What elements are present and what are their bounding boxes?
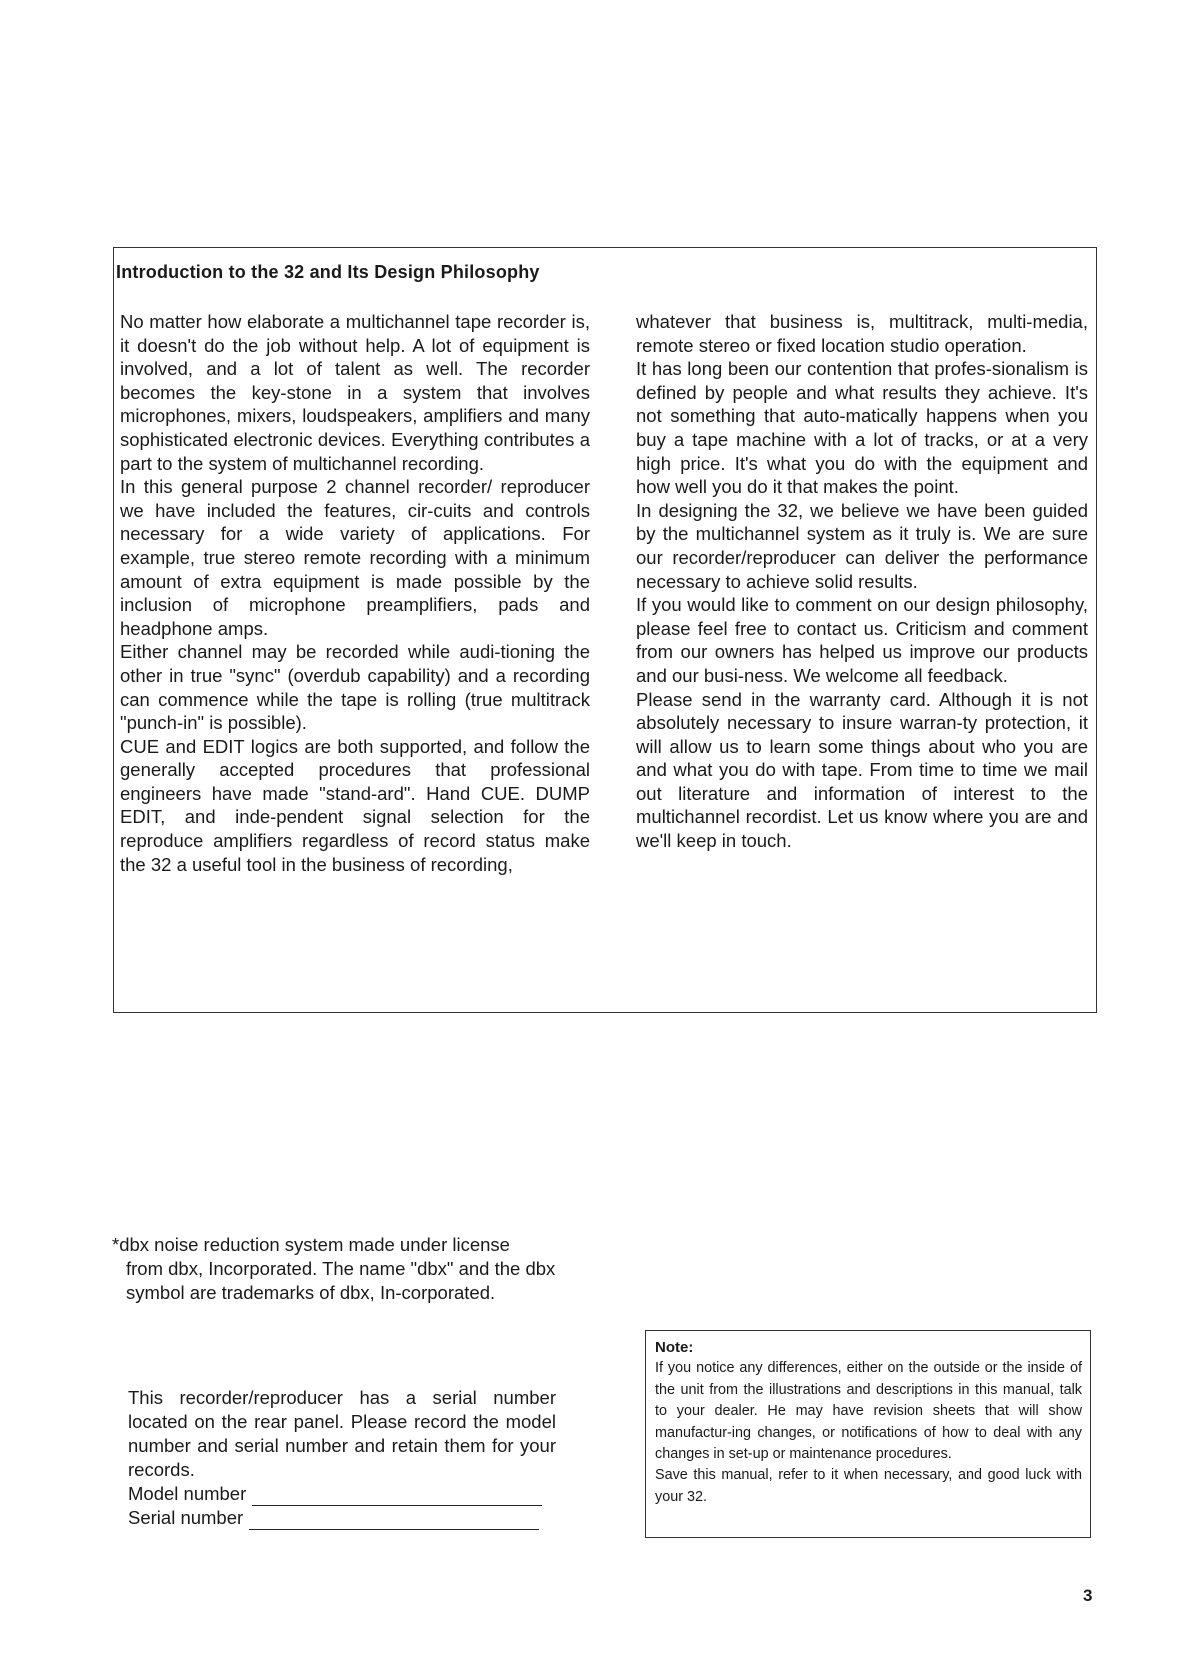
note-title: Note: xyxy=(655,1339,694,1356)
model-number-field[interactable] xyxy=(252,1487,542,1506)
paragraph: In designing the 32, we believe we have been guided by the multichannel system as it truly is. We are sure our recorder/reproducer can deliver the performance necessary to achieve solid results. xyxy=(636,499,1088,592)
footnote-text: from dbx, Incorporated. The name "dbx" and the dbx symbol are trademarks of dbx, In-corporated. xyxy=(126,1258,556,1303)
page-number: 3 xyxy=(1083,1586,1093,1605)
paragraph: It has long been our contention that profes-sionalism is defined by people and what results they achieve. It's not something that auto-matically happens when you buy a tape machine with a lot of tracks, or at a very high price. It's what you do with the equipment and how well you do it that makes the point. xyxy=(636,358,1088,498)
note-box xyxy=(645,1330,1091,1538)
paragraph: Either channel may be recorded while audi-tioning the other in true "sync" (overdub capability) and a recording can commence while the tape is rolling (true multitrack "punch-in" is possible). xyxy=(120,641,590,734)
paragraph: CUE and EDIT logics are both supported, and follow the generally accepted procedures that professional engineers have made "stand-ard". Hand CUE. DUMP EDIT, and inde-pendent signal selection for the reproduce amplifiers regardless of record status make the 32 a useful tool in the business of recording, xyxy=(120,735,590,875)
paragraph: If you would like to comment on our design philosophy, please feel free to contact us. Criticism and comment from our owners has helped us improve our products and our busi-ness. We welcome all feedback. xyxy=(636,594,1088,686)
serial-number-field[interactable] xyxy=(249,1511,539,1530)
paragraph: No matter how elaborate a multichannel tape recorder is, it doesn't do the job without help. A lot of equipment is involved, and a lot of talent as well. The recorder becomes the key-stone in a system that involves microphones, mixers, loudspeakers, amplifiers and many sophisticated electronic devices. Everything contributes a part to the system of multichannel recording. xyxy=(120,311,590,474)
intro-left-column xyxy=(120,310,590,876)
model-number-row xyxy=(128,1482,556,1506)
dbx-footnote xyxy=(112,1233,567,1305)
serial-number-row xyxy=(128,1506,556,1530)
footnote-first-line: dbx noise reduction system made under license xyxy=(119,1234,510,1255)
paragraph: In this general purpose 2 channel recorder/ reproducer we have included the features, cir-cuits and controls necessary for a wide variety of applications. For example, true stereo remote recording with a minimum amount of extra equipment is made possible by the inclusion of microphone preamplifiers, pads and headphone amps. xyxy=(120,476,590,639)
serial-number-label: Serial number xyxy=(128,1507,244,1528)
serial-number-block xyxy=(128,1386,556,1530)
serial-instructions: This recorder/reproducer has a serial number located on the rear panel. Please record the model number and serial number and retain them for your records. xyxy=(128,1387,556,1480)
intro-right-column xyxy=(636,310,1088,853)
model-number-label: Model number xyxy=(128,1483,247,1504)
note-paragraph: Save this manual, refer to it when necessary, and good luck with your 32. xyxy=(655,1467,1082,1505)
paragraph: Please send in the warranty card. Although it is not absolutely necessary to insure warran-ty protection, it will allow us to learn some things about who you are and what you do with tape. From time to time we mail out literature and information of interest to the multichannel recordist. Let us know where you are and we'll keep in touch. xyxy=(636,688,1088,852)
section-title: Introduction to the 32 and Its Design Philosophy xyxy=(116,262,540,282)
note-paragraph: If you notice any differences, either on the outside or the inside of the unit from the illustrations and descriptions in this manual, talk to your dealer. He may have revision sheets that will show manufactur-ing changes, or notifications of how to deal with any changes in set-up or maintenance procedures. xyxy=(655,1360,1082,1463)
footnote-marker: * xyxy=(112,1234,120,1255)
paragraph: whatever that business is, multitrack, multi-media, remote stereo or fixed location studio operation. xyxy=(636,311,1088,356)
